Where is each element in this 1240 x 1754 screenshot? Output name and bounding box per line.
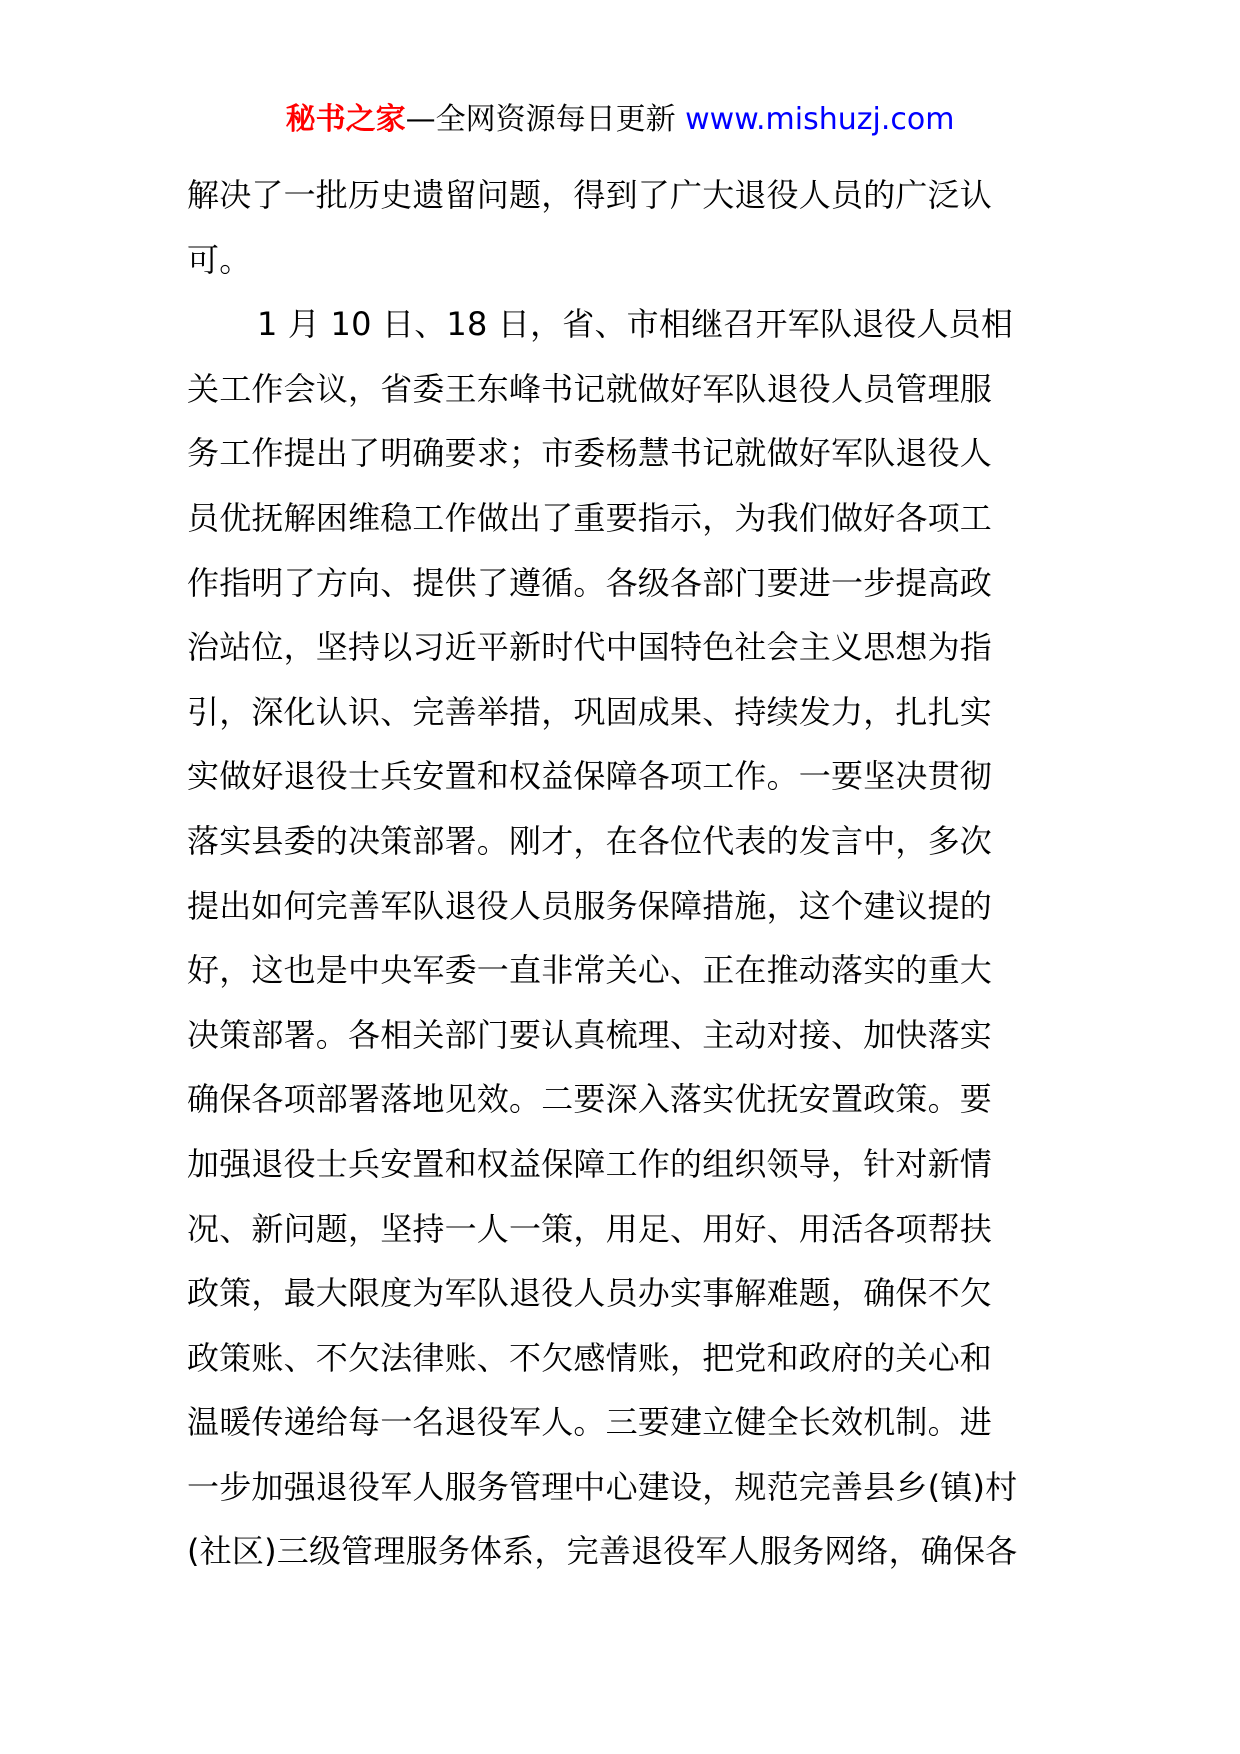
header-slogan: —全网资源每日更新 (405, 102, 686, 137)
text-line: 好，这也是中央军委一直非常关心、正在推动落实的重大 (187, 951, 993, 990)
text-line: 决策部署。各相关部门要认真梳理、主动对接、加快落实 (187, 1015, 993, 1054)
text-line: 加强退役士兵安置和权益保障工作的组织领导，针对新情 (187, 1144, 993, 1183)
text-line: 治站位，坚持以习近平新时代中国特色社会主义思想为指 (187, 628, 993, 667)
paragraph-start-line: 1 月 10 日、18 日，省、市相继召开军队退役人员相 (257, 305, 1014, 344)
text-line: 员优抚解困维稳工作做出了重要指示，为我们做好各项工 (187, 498, 993, 537)
text-line: 确保各项部署落地见效。二要深入落实优抚安置政策。要 (187, 1080, 993, 1119)
text-line: 温暖传递给每一名退役军人。三要建立健全长效机制。进 (187, 1403, 993, 1442)
text-line: (社区)三级管理服务体系，完善退役军人服务网络，确保各 (187, 1532, 1018, 1571)
text-line: 务工作提出了明确要求；市委杨慧书记就做好军队退役人 (187, 434, 993, 473)
document-body (187, 163, 1057, 1584)
text-line: 关工作会议，省委王东峰书记就做好军队退役人员管理服 (187, 369, 993, 408)
brand-name: 秘书之家 (285, 102, 406, 137)
text-line: 一步加强退役军人服务管理中心建设，规范完善县乡(镇)村 (187, 1467, 1018, 1506)
text-line: 政策，最大限度为军队退役人员办实事解难题，确保不欠 (187, 1274, 993, 1313)
text-line: 实做好退役士兵安置和权益保障各项工作。一要坚决贯彻 (187, 757, 993, 796)
text-line: 况、新问题，坚持一人一策，用足、用好、用活各项帮扶 (187, 1209, 993, 1248)
text-line: 政策账、不欠法律账、不欠感情账，把党和政府的关心和 (187, 1338, 993, 1377)
page-header (0, 100, 1240, 140)
text-line: 引，深化认识、完善举措，巩固成果、持续发力，扎扎实 (187, 692, 993, 731)
text-line: 解决了一批历史遗留问题，得到了广大退役人员的广泛认 (187, 176, 993, 214)
text-line: 提出如何完善军队退役人员服务保障措施，这个建议提的 (187, 886, 993, 925)
text-line: 可。 (187, 240, 252, 279)
website-url[interactable]: www.mishuzj.com (685, 102, 955, 137)
text-line: 作指明了方向、提供了遵循。各级各部门要进一步提高政 (187, 563, 993, 602)
text-line: 落实县委的决策部署。刚才，在各位代表的发言中，多次 (187, 821, 993, 860)
